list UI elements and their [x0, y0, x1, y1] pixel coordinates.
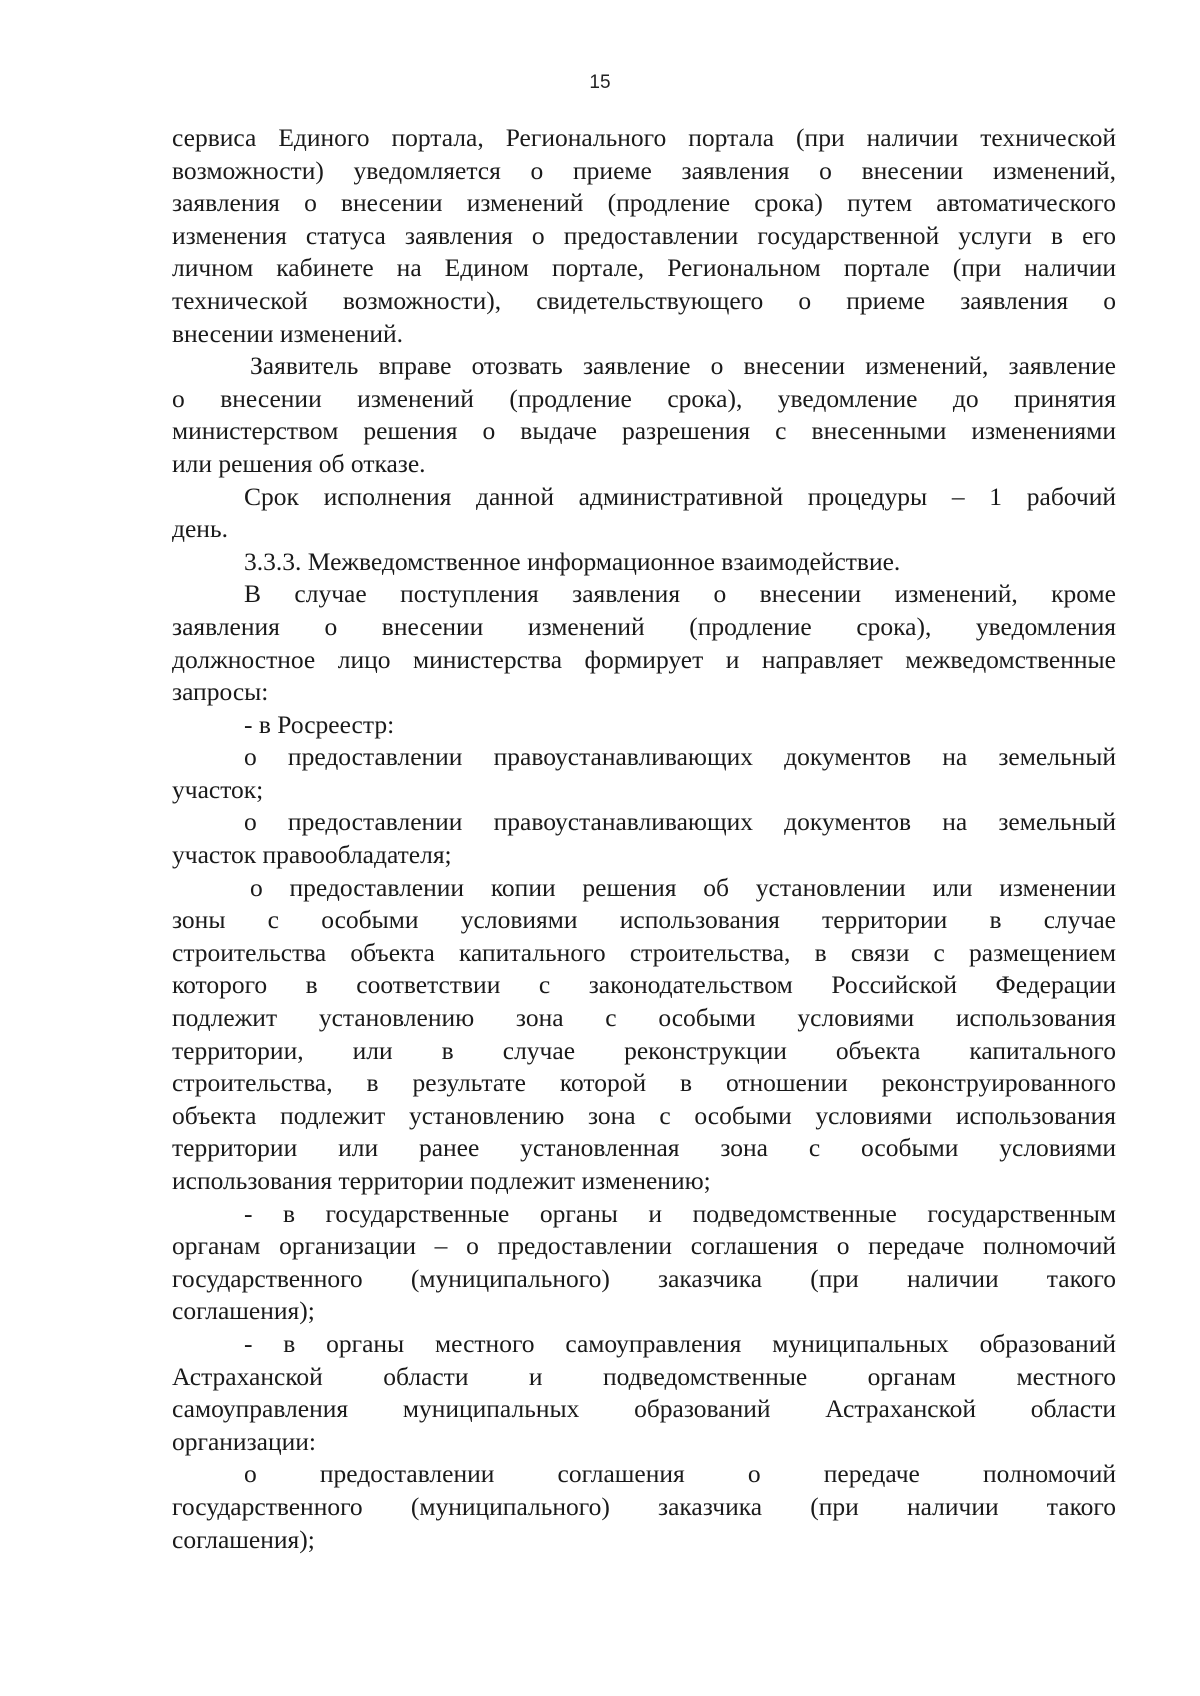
text-line: запросы: — [172, 677, 269, 707]
text-line: зоны с особыми условиями использования территории в случае — [172, 905, 1116, 935]
text-line: о предоставлении копии решения об установлении или изменении — [250, 872, 1116, 902]
text-line: - в государственные органы и подведомственные государственным — [244, 1198, 1116, 1228]
text-line: внесении изменений. — [172, 318, 403, 348]
text-line: должностное лицо министерства формирует и направляет межведомственные — [172, 644, 1116, 674]
text-line: участок; — [172, 774, 264, 804]
text-line: возможности) уведомляется о приеме заявления о внесении изменений, — [172, 155, 1116, 185]
text-line: министерством решения о выдаче разрешения с внесенными изменениями — [172, 416, 1116, 446]
text-line: Заявитель вправе отозвать заявление о внесении изменений, заявление — [250, 351, 1116, 381]
text-line: государственного (муниципального) заказчика (при наличии такого — [172, 1491, 1116, 1521]
text-line: о внесении изменений (продление срока), уведомление до принятия — [172, 383, 1116, 413]
text-line: строительства объекта капитального строительства, в связи с размещением — [172, 937, 1116, 967]
text-line: - в органы местного самоуправления муниципальных образований — [244, 1328, 1116, 1358]
text-line: 3.3.3. Межведомственное информационное взаимодействие. — [244, 546, 901, 576]
text-line: изменения статуса заявления о предоставлении государственной услуги в его — [172, 220, 1116, 250]
text-line: сервиса Единого портала, Регионального портала (при наличии технической — [172, 123, 1116, 152]
text-line: о предоставлении правоустанавливающих документов на земельный — [244, 742, 1116, 772]
text-line: органам организации – о предоставлении соглашения о передаче полномочий — [172, 1231, 1116, 1261]
text-line: о предоставлении правоустанавливающих документов на земельный — [244, 807, 1116, 837]
text-line: объекта подлежит установлению зона с особыми условиями использования — [172, 1100, 1116, 1130]
text-line: В случае поступления заявления о внесении изменений, кроме — [244, 579, 1116, 609]
text-line: - в Росреестр: — [244, 709, 395, 739]
text-line: о предоставлении соглашения о передаче полномочий — [244, 1459, 1116, 1489]
text-line: Астраханской области и подведомственные органам местного — [172, 1361, 1116, 1391]
text-line: государственного (муниципального) заказчика (при наличии такого — [172, 1263, 1116, 1293]
text-line: самоуправления муниципальных образований Астраханской области — [172, 1394, 1116, 1424]
text-line: территории, или в случае реконструкции объекта капитального — [172, 1035, 1116, 1065]
text-line: заявления о внесении изменений (продление срока), уведомления — [172, 611, 1116, 641]
text-line: соглашения); — [172, 1524, 315, 1554]
text-line: организации: — [172, 1426, 316, 1456]
text-line: заявления о внесении изменений (продление срока) путем автоматического — [172, 188, 1116, 218]
text-line: или решения об отказе. — [172, 448, 426, 478]
text-line: соглашения); — [172, 1296, 315, 1326]
text-line: использования территории подлежит изменению; — [172, 1166, 711, 1195]
text-line: технической возможности), свидетельствующего о приеме заявления о — [172, 285, 1116, 315]
text-line: день. — [172, 514, 228, 544]
text-line: подлежит установлению зона с особыми условиями использования — [172, 1003, 1116, 1033]
document-body — [172, 122, 1116, 1556]
text-line: Срок исполнения данной административной процедуры – 1 рабочий — [244, 481, 1116, 511]
page-number: 15 — [589, 72, 611, 93]
text-line: строительства, в результате которой в отношении реконструированного — [172, 1068, 1116, 1098]
text-line: которого в соответствии с законодательством Российской Федерации — [172, 970, 1116, 1000]
text-line: личном кабинете на Едином портале, Региональном портале (при наличии — [172, 253, 1116, 283]
text-line: территории или ранее установленная зона с особыми условиями — [172, 1133, 1116, 1163]
text-line: участок правообладателя; — [172, 840, 452, 870]
